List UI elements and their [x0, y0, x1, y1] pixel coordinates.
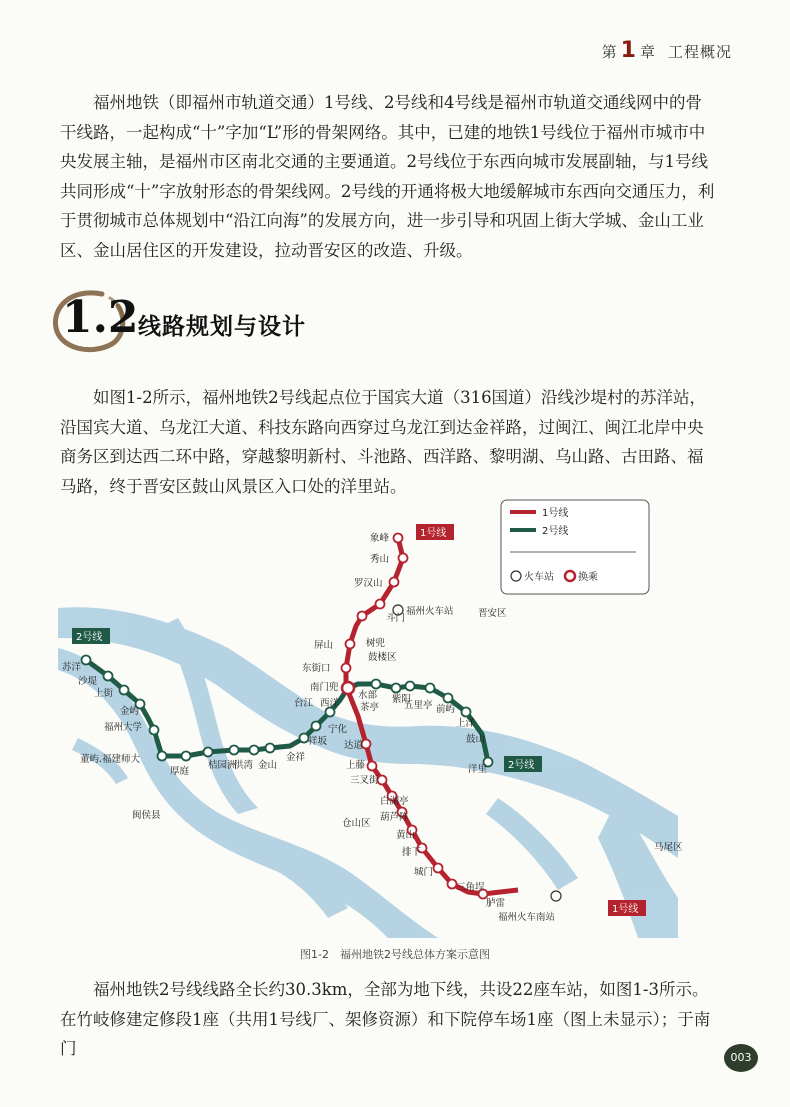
label-taijiang: 台江 — [294, 698, 314, 709]
label-shudou: 树兜 — [366, 638, 386, 649]
station-gushan — [462, 708, 471, 717]
station-wuliting — [406, 682, 415, 691]
map-legend — [501, 500, 649, 594]
paragraph-route: 如图1-2所示，福州地铁2号线起点位于国宾大道（316国道）沿线沙堤村的苏洋站，沿国宾大道、乌龙江大道、科技东路向西穿过乌龙江到达金祥路，过闽江、闽江北岸中央商务区到达西二环中路，穿越黎明新村、斗池路、西洋路、黎明湖、乌山路、古田路、福马路，终于晋安区鼓山风景区入口处的洋里站。 — [60, 388, 707, 496]
label-hongwan: 洪湾 — [234, 760, 254, 771]
label-baihuting: 白湖亭 — [380, 796, 409, 807]
label-qianyu: 前屿 — [436, 704, 456, 715]
label-xiangfeng: 象峰 — [370, 533, 390, 544]
chapter-number: 1 — [620, 38, 637, 63]
station-jinxiang — [266, 744, 275, 753]
station-xiushan — [399, 554, 408, 563]
station-chengmen — [434, 864, 443, 873]
station-shadi — [104, 672, 113, 681]
transfer-icon — [342, 682, 354, 694]
label-chating: 茶亭 — [360, 702, 380, 713]
section-heading — [50, 288, 450, 354]
running-header — [602, 38, 732, 63]
label-nanmendou: 南门兜 — [310, 682, 339, 693]
legend-transfer-icon — [565, 571, 575, 581]
station-dongyu — [158, 752, 167, 761]
label-fuzhou-station: 福州火车站 — [406, 606, 454, 617]
label-chengmen: 城门 — [414, 867, 434, 878]
label-dongyu: 董屿.福建师大 — [80, 754, 141, 765]
label-fuzhou-univ: 福州大学 — [104, 722, 143, 733]
station-sanchajie — [378, 776, 387, 785]
label-houting: 厚庭 — [170, 766, 190, 777]
station-shangjie — [120, 686, 129, 695]
label-gushan: 鼓山 — [466, 734, 486, 745]
legend-transfer: 换乘 — [578, 572, 598, 583]
label-xiangban: 祥坂 — [308, 736, 328, 747]
section-number: 1.2 — [62, 292, 139, 343]
label-suyang: 苏洋 — [62, 662, 82, 673]
station-luohanshan — [390, 578, 399, 587]
label-sanchajie: 三叉街 — [350, 775, 379, 786]
tag-line1-top: 1号线 — [420, 528, 447, 539]
station-shuibu — [372, 680, 381, 689]
station-jinshan — [250, 746, 259, 755]
tag-line2-right: 2号线 — [508, 760, 535, 771]
page-number: 003 — [724, 1044, 758, 1072]
tag-line1-bottom: 1号线 — [612, 904, 639, 915]
station-suyang — [82, 656, 91, 665]
label-xiushan: 秀山 — [370, 554, 390, 565]
label-shangteng: 上藤 — [346, 760, 366, 771]
label-ninghua: 宁化 — [328, 724, 348, 735]
legend-line1: 1号线 — [542, 508, 569, 519]
station-fuzhou-univ — [150, 726, 159, 735]
station-qianyu — [426, 684, 435, 693]
tag-line2-left: 2号线 — [76, 632, 103, 643]
label-fuzhou-south-station: 福州火车南站 — [498, 912, 556, 923]
label-huangshan: 黄山 — [396, 830, 416, 841]
label-dadao: 达道 — [344, 740, 364, 751]
label-ziyang: 紫阳 — [392, 694, 412, 705]
label-jinxiang: 金祥 — [286, 752, 306, 763]
label-cangshan: 仓山区 — [342, 818, 371, 829]
label-shangjie: 上街 — [94, 688, 114, 699]
station-houting — [182, 752, 191, 761]
label-jinyu: 金屿 — [120, 706, 140, 717]
label-yangli: 洋里 — [468, 764, 488, 775]
station-hongwan — [230, 746, 239, 755]
station-shudou — [358, 612, 367, 621]
label-luohanshan: 罗汉山 — [354, 578, 383, 589]
legend-train: 火车站 — [524, 572, 554, 583]
station-ninghua — [312, 722, 321, 731]
station-xiangfeng — [394, 534, 403, 543]
label-xiyang: 西洋 — [320, 698, 340, 709]
paragraph-intro: 福州地铁（即福州市轨道交通）1号线、2号线和4号线是福州市轨道交通线网中的骨干线路，一起构成“十”字加“L”形的骨架网络。其中，已建的地铁1号线位于福州市城市中央发展主轴，是福州市区南北交通的主要通道。2号线位于东西向城市发展副轴，与1号线共同形成“十”字放射形态的骨架线网。2号线的开通将极大地缓解城市东西向交通压力，利于贯彻城市总体规划中“沿江向海”的发展方向，进一步引导和巩固上街大学城、金山工业区、金山居住区的开发建设，拉动晋安区的改造、升级。 — [60, 93, 715, 260]
label-juyuanzhou: 桔园洲 — [208, 760, 237, 771]
label-minhou: 闽侯县 — [132, 810, 161, 821]
legend-line2: 2号线 — [542, 526, 569, 537]
label-jinshan: 金山 — [258, 760, 278, 771]
station-juyuanzhou — [204, 748, 213, 757]
chapter-title: 工程概况 — [667, 43, 732, 61]
label-doumen: 斗门 — [386, 613, 406, 624]
label-lulei: 胪雷 — [486, 898, 506, 909]
paragraph-length: 福州地铁2号线线路全长约30.3km，全部为地下线，共设22座车站，如图1-3所示。在竹岐修建定修段1座（共用1号线厂、架修资源）和下院停车场1座（图上未显示）；于南门 — [60, 980, 711, 1058]
label-huluzhen: 葫芦阵 — [380, 812, 409, 823]
station-pingshan — [346, 640, 355, 649]
label-jinan: 晋安区 — [478, 608, 507, 619]
section-title: 线路规划与设计 — [138, 314, 306, 340]
label-dongjiekou: 东街口 — [302, 663, 331, 674]
label-pingshan: 屏山 — [314, 640, 334, 651]
label-shuibu: 水部 — [358, 690, 378, 701]
label-paixia: 排下 — [402, 847, 422, 858]
line1-route — [346, 538, 518, 894]
station-dongjiekou — [342, 664, 351, 673]
station-shangteng — [368, 762, 377, 771]
label-shadi: 沙堤 — [78, 676, 98, 687]
figure-caption: 图1-2 福州地铁2号线总体方案示意图 — [300, 948, 490, 961]
label-wuliting: 五里亭 — [404, 700, 433, 711]
chapter-prefix: 第 — [601, 43, 618, 61]
section-number-badge — [50, 288, 139, 354]
label-mawei: 马尾区 — [654, 842, 683, 853]
chapter-suffix: 章 — [639, 43, 656, 61]
metro-map-figure — [58, 498, 683, 938]
label-gulou: 鼓楼区 — [368, 652, 397, 663]
station-ziyang — [392, 684, 401, 693]
metro-map — [58, 498, 683, 938]
label-sanjiaocheng: 三角埕 — [456, 882, 485, 893]
station-doumen — [376, 600, 385, 609]
label-shangyang: 上洋 — [456, 718, 476, 729]
station-shangyang — [444, 694, 453, 703]
